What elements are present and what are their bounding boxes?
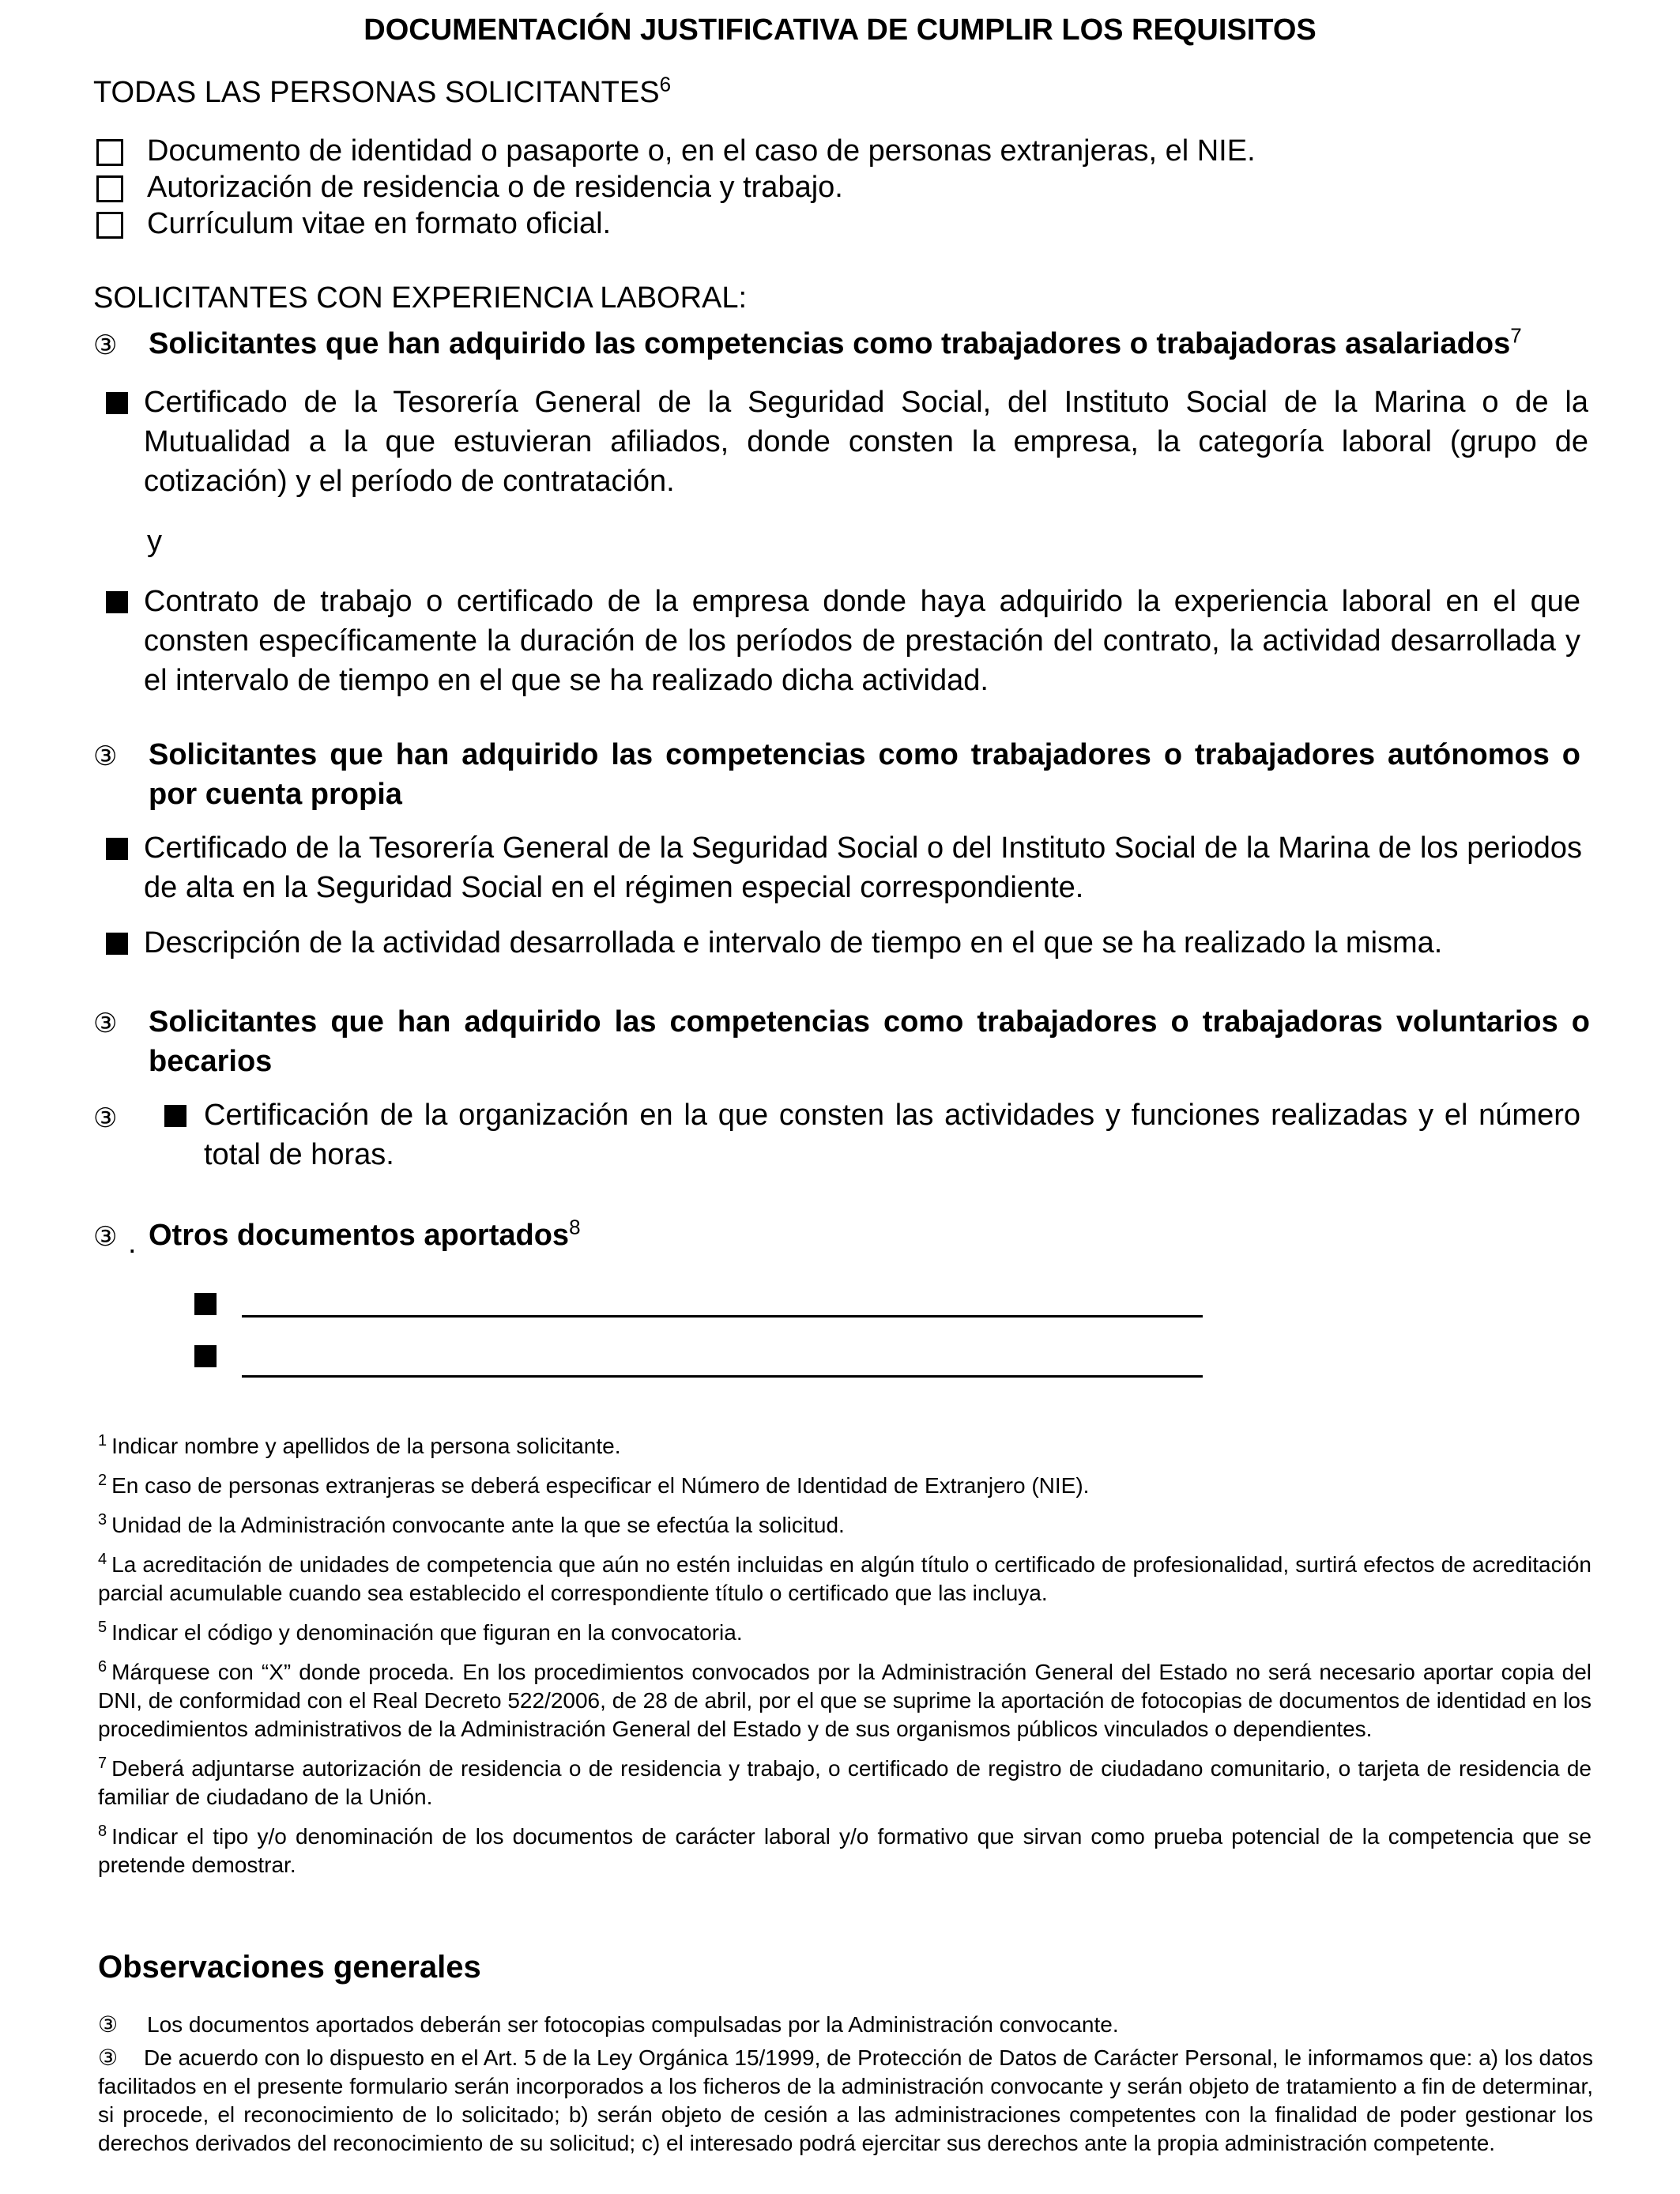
bullet-circle-icon: ③ xyxy=(93,1103,118,1133)
footnote-8: $^8$ Indicar el tipo y/o denominación de los documentos de carácter laboral y/o formativo que sirvan como prueba potencial de la competencia que se pretende demostrar. xyxy=(98,1822,1591,1877)
salaried-heading-text: Solicitantes que han adquirido las competencias como trabajadores o trabajadoras asalariados xyxy=(149,327,1511,360)
footnote-ref-7: 7 xyxy=(1510,323,1522,348)
item-residence: Autorización de residencia o de residencia y trabajo. xyxy=(147,171,843,204)
footnote-ref-6: 6 xyxy=(659,72,672,96)
bullet-circle-icon: ③ xyxy=(93,330,118,360)
volunteers-heading: Solicitantes que han adquirido las competencias como trabajadores o trabajadoras voluntarios o becarios xyxy=(149,1005,1590,1078)
other-documents-heading xyxy=(149,1216,581,1255)
checkbox-id-document[interactable] xyxy=(96,139,123,170)
bullet-circle-icon: ③ xyxy=(98,2045,119,2070)
item-cv: Currículum vitae en formato oficial. xyxy=(147,207,612,240)
document-title: DOCUMENTACIÓN JUSTIFICATIVA DE CUMPLIR LOS REQUISITOS xyxy=(363,13,1317,47)
other-document-line-1[interactable] xyxy=(242,1315,1203,1318)
footnote-ref-8: 8 xyxy=(569,1215,581,1239)
salaried-item-certificate: Certificado de la Tesorería General de la Seguridad Social, del Instituto Social de la Marina o de la Mutualidad a la que estuvieran afiliados, donde consten la empresa, la categoría laboral (grupo de cotización) y el período de contratación. xyxy=(144,386,1588,498)
connector-y: y xyxy=(147,525,162,558)
square-bullet-icon xyxy=(106,933,128,959)
bullet-circle-icon: ③ xyxy=(93,1008,118,1039)
experience-heading: SOLICITANTES CON EXPERIENCIA LABORAL: xyxy=(93,281,748,315)
square-bullet-icon xyxy=(106,392,128,418)
salaried-item-contract: Contrato de trabajo o certificado de la empresa donde haya adquirido la experiencia laboral en el que consten específicamente la duración de los períodos de prestación del contrato, la actividad desarrollada y el intervalo de tiempo en el que se ha realizado dicha actividad. xyxy=(144,585,1580,697)
observation-2: De acuerdo con lo dispuesto en el Art. 5 de la Ley Orgánica 15/1999, de Protección de Datos de Carácter Personal, le informamos que: a) los datos facilitados en el presente formulario serán incorporados a los ficheros de la administración convocante y serán objeto de tratamiento a fin de determinar, si procede, el reconocimiento de lo solicitado; b) serán objeto de cesión a las administraciones competentes con la finalidad de poder gestionar los derechos derivados del reconocimiento de su solicitud; c) el interesado podrá ejercitar sus derechos ante la propia administración competente. xyxy=(98,2045,1593,2155)
footnote-4: $^4$ La acreditación de unidades de competencia que aún no estén incluidas en algún título o certificado de profesionalidad, surtirá efectos de acreditación parcial acumulable cuando sea establecido el correspondiente título o certificado que las incluya. xyxy=(98,1550,1591,1605)
footnote-5: $^5$ Indicar el código y denominación que figuran en la convocatoria. xyxy=(98,1618,743,1645)
observation-1: Los documentos aportados deberán ser fotocopias compulsadas por la Administración convocante. xyxy=(147,2012,1119,2037)
checkbox-residence[interactable] xyxy=(96,175,123,206)
footnote-7: $^7$ Deberá adjuntarse autorización de residencia o de residencia y trabajo, o certificado de registro de ciudadano comunitario, o tarjeta de residencia de familiar de ciudadano de la Unión. xyxy=(98,1754,1591,1809)
bullet-circle-icon: ③ xyxy=(98,2012,119,2037)
square-bullet-icon xyxy=(194,1293,217,1319)
self-employed-item-certificate: Certificado de la Tesorería General de la Seguridad Social o del Instituto Social de la Marina de los periodos de alta en la Seguridad Social en el régimen especial correspondiente. xyxy=(144,831,1582,904)
square-bullet-icon xyxy=(194,1345,217,1371)
footnote-2: $^2$ En caso de personas extranjeras se deberá especificar el Número de Identidad de Extranjero (NIE). xyxy=(98,1471,1090,1498)
footnote-3: $^3$ Unidad de la Administración convocante ante la que se efectúa la solicitud. xyxy=(98,1510,845,1537)
all-applicants-heading xyxy=(93,73,671,112)
footnotes xyxy=(98,1432,1591,1879)
dot-mark: . xyxy=(128,1227,137,1260)
volunteers-item-certification: Certificación de la organización en la que consten las actividades y funciones realizadas y el número total de horas. xyxy=(204,1099,1580,1171)
self-employed-heading: Solicitantes que han adquirido las competencias como trabajadores o trabajadores autónomos o por cuenta propia xyxy=(149,738,1580,811)
other-documents-heading-text: Otros documentos aportados xyxy=(149,1219,570,1252)
square-bullet-icon xyxy=(164,1105,186,1131)
footnote-6: $^6$ Márquese con “X” donde proceda. En los procedimientos convocados por la Administración General del Estado no será necesario aportar copia del DNI, de conformidad con el Real Decreto 522/2006, de 28 de abril, por el que se suprime la aportación de fotocopias de documentos de identidad en los procedimientos administrativos de la Administración General del Estado y de sus organismos públicos vinculados o dependientes. xyxy=(98,1657,1591,1741)
observations-title: Observaciones generales xyxy=(98,1950,481,1985)
bullet-circle-icon: ③ xyxy=(93,1222,118,1252)
footnote-1: $^1$ Indicar nombre y apellidos de la persona solicitante. xyxy=(98,1431,621,1458)
bullet-circle-icon: ③ xyxy=(93,741,118,771)
self-employed-item-description: Descripción de la actividad desarrollada e intervalo de tiempo en el que se ha realizado la misma. xyxy=(144,926,1443,959)
checkbox-cv[interactable] xyxy=(96,212,123,243)
square-bullet-icon xyxy=(106,838,128,864)
square-bullet-icon xyxy=(106,591,128,617)
other-document-line-2[interactable] xyxy=(242,1375,1203,1378)
salaried-heading xyxy=(149,324,1634,364)
all-applicants-heading-text: TODAS LAS PERSONAS SOLICITANTES xyxy=(93,76,660,109)
item-id-document: Documento de identidad o pasaporte o, en el caso de personas extranjeras, el NIE. xyxy=(147,134,1256,168)
